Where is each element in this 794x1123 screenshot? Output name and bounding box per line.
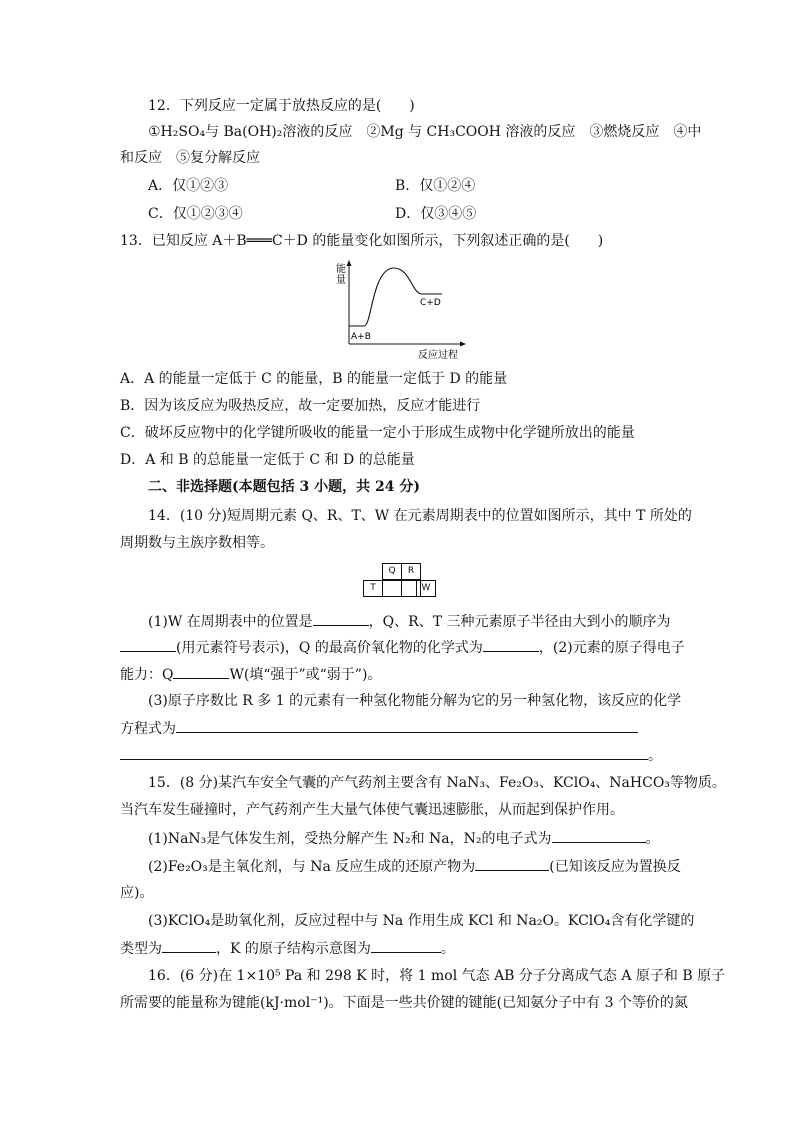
q14-blank-equation-cont[interactable]: [120, 745, 648, 760]
q14-part3-line2: [120, 718, 638, 739]
q14-end-mark: 。: [648, 748, 662, 764]
cell-t: T: [363, 580, 383, 597]
q14-blank-position[interactable]: [313, 611, 369, 626]
q15-part3-line1: (3)KClO₄是助氧化剂，反应过程中与 Na 作用生成 KCl 和 Na₂O。KClO₄含有化学键的: [148, 913, 695, 929]
q13-option-c[interactable]: C．破坏反应物中的化学键所吸收的能量一定小于形成生成物中化学键所放出的能量: [120, 425, 635, 441]
q14-line2: 周期数与主族序数相等。: [120, 535, 274, 551]
q15-p3-text-b: 类型为: [120, 941, 162, 957]
q15-p1-text: (1)NaN₃是气体发生剂，受热分解产生 N₂和 Na，N₂的电子式为: [148, 831, 552, 847]
energy-curve: [349, 268, 442, 326]
q15-blank-bond-type[interactable]: [162, 938, 216, 953]
q14-p1-text-c: (用元素符号表示)，Q 的最高价氧化物的化学式为: [176, 640, 483, 656]
q12-option-c[interactable]: C．仅①②③④: [148, 206, 243, 222]
q16-line1: 16．(6 分)在 1×10⁵ Pa 和 298 K 时，将 1 mol 气态 AB 分子分离成气态 A 原子和 B 原子: [148, 968, 726, 984]
energy-diagram: [332, 258, 472, 362]
q13-option-a[interactable]: A．A 的能量一定低于 C 的能量，B 的能量一定低于 D 的能量: [120, 371, 508, 387]
q15-p2-text-b: (已知该反应为置换反: [549, 859, 681, 875]
q14-blank-compare[interactable]: [173, 664, 229, 679]
q15-line2: 当汽车发生碰撞时，产气药剂产生大量气体使气囊迅速膨胀，从而起到保护作用。: [120, 802, 624, 818]
q12-line2: 和反应 ⑤复分解反应: [120, 150, 260, 166]
q15-part2-line: [148, 856, 681, 877]
q14-part2-line: [120, 664, 381, 685]
reactant-label: A+B: [351, 332, 371, 342]
x-label: 反应过程: [418, 350, 458, 361]
q14-p1-text-d: ，(2)元素的原子得电子: [538, 640, 685, 656]
q15-line1: 15．(8 分)某汽车安全气囊的产气药剂主要含有 NaN₃、Fe₂O₃、KClO₄、NaHCO₃等物质。: [148, 775, 726, 791]
q14-part3-line1: (3)原子序数比 R 多 1 的元素有一种氢化物能分解为它的另一种氢化物，该反应的化学: [148, 693, 682, 709]
q13-option-d[interactable]: D．A 和 B 的总能量一定低于 C 和 D 的总能量: [120, 452, 415, 468]
energy-axis-arrow: [347, 260, 352, 266]
process-axis-arrow: [460, 342, 466, 347]
q15-p2-text-a: (2)Fe₂O₃是主氧化剂，与 Na 反应生成的还原产物为: [148, 859, 476, 875]
q12-line1: ①H₂SO₄与 Ba(OH)₂溶液的反应 ②Mg 与 CH₃COOH 溶液的反应 ③燃烧反应 ④中: [148, 124, 702, 140]
q14-blank-radius-order[interactable]: [120, 637, 176, 652]
q15-part1-line: [148, 828, 660, 849]
q12-stem: 12．下列反应一定属于放热反应的是( ): [148, 98, 415, 114]
cell-empty-1: [382, 580, 402, 597]
q14-part3-line3: [120, 745, 662, 766]
y-label-2: 量: [336, 275, 346, 286]
q15-p3-text-c: ，K 的原子结构示意图为: [216, 941, 371, 957]
q15-blank-atom-structure[interactable]: [371, 938, 441, 953]
cell-r: R: [401, 563, 421, 580]
q15-p1-end: 。: [645, 831, 660, 847]
y-label-1: 能: [336, 264, 346, 275]
q12-option-b[interactable]: B．仅①②④: [395, 178, 476, 194]
q15-blank-reduction-product[interactable]: [475, 856, 549, 871]
product-label: C+D: [420, 298, 441, 308]
q14-p1-text-f: W(填“强于”或“弱于”)。: [229, 667, 382, 683]
q15-part2-line2: 应)。: [120, 885, 154, 901]
q15-p3-end: 。: [440, 941, 455, 957]
q14-line1: 14．(10 分)短周期元素 Q、R、T、W 在元素周期表中的位置如图所示，其中 T 所处的: [148, 508, 692, 524]
q14-part1-line2: [120, 637, 685, 658]
q14-part1-line: [148, 611, 670, 632]
q13-stem: 13．已知反应 A＋B═══C＋D 的能量变化如图所示，下列叙述正确的是( ): [120, 233, 604, 249]
q14-p1-text-a: (1)W 在周期表中的位置是: [148, 614, 313, 630]
q15-blank-electron-formula[interactable]: [552, 828, 646, 843]
q14-p3-text: 方程式为: [120, 721, 176, 737]
q14-p1-text-e: 能力：Q: [120, 667, 174, 683]
q13-option-b[interactable]: B．因为该反应为吸热反应，故一定要加热，反应才能进行: [120, 398, 481, 414]
q14-blank-oxide[interactable]: [483, 637, 539, 652]
q14-blank-equation[interactable]: [176, 718, 638, 733]
section-heading: 二、非选择题(本题包括 3 小题，共 24 分): [148, 479, 420, 495]
cell-w: W: [416, 580, 436, 597]
q16-line2: 所需要的能量称为键能(kJ·mol⁻¹)。下面是一些共价键的键能(已知氨分子中有 3 个等价的氮: [120, 995, 688, 1011]
q12-option-d[interactable]: D．仅③④⑤: [395, 206, 477, 222]
q12-option-a[interactable]: A．仅①②③: [148, 178, 229, 194]
cell-q: Q: [382, 563, 402, 580]
q15-part3-line2: [120, 938, 455, 959]
q14-p1-text-b: ，Q、R、T 三种元素原子半径由大到小的顺序为: [368, 614, 671, 630]
